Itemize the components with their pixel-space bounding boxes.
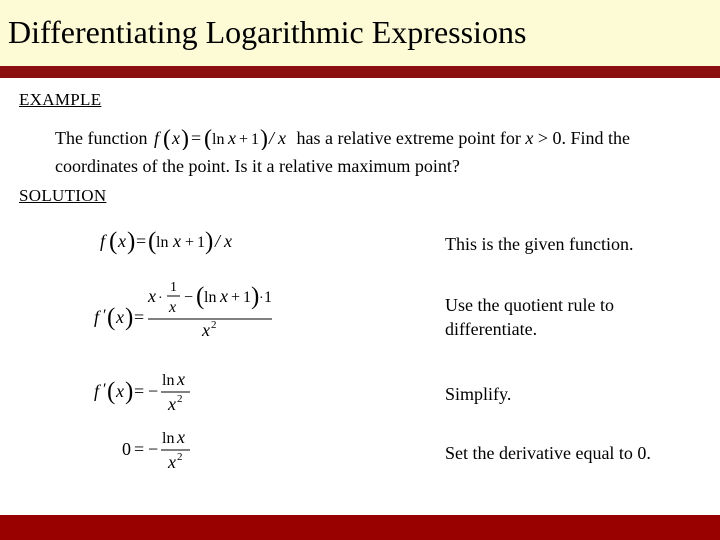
example-label: EXAMPLE xyxy=(19,90,102,109)
num-one: 1 xyxy=(170,280,177,295)
paren: ) xyxy=(205,228,214,255)
step4-formula xyxy=(120,428,200,474)
inline-function-formula xyxy=(152,126,292,150)
solution-label: SOLUTION xyxy=(19,186,107,205)
var-x: x xyxy=(118,231,126,251)
func-name: f xyxy=(94,381,100,401)
exponent-two: 2 xyxy=(177,393,183,405)
var-x: x xyxy=(224,231,232,251)
paren: ( xyxy=(107,378,116,405)
var-x: x xyxy=(173,231,181,251)
condition-variable: x xyxy=(525,128,534,148)
ln-operator: ln xyxy=(162,430,175,447)
plus-sign: + xyxy=(185,234,195,251)
equals-sign: = xyxy=(190,128,202,148)
num-one: 1 xyxy=(197,234,205,251)
func-name: f xyxy=(153,128,159,148)
dot-operator: · xyxy=(259,291,264,306)
step3-formula xyxy=(92,370,202,416)
ln-operator: ln xyxy=(156,234,169,251)
step1-description: This is the given function. xyxy=(445,234,634,254)
equals-sign: = xyxy=(134,439,145,459)
var-x: x xyxy=(116,381,124,401)
step3-description: Simplify. xyxy=(445,384,512,404)
equals-sign: = xyxy=(134,307,145,327)
paren: ( xyxy=(162,126,171,150)
step2-formula xyxy=(92,276,282,342)
footer-bar xyxy=(0,515,720,540)
step1-formula xyxy=(98,226,238,256)
paren: ) xyxy=(251,283,260,310)
var-x: x xyxy=(177,427,185,447)
paren: ) xyxy=(125,378,134,405)
example-text-after: has a relative extreme point for xyxy=(291,128,526,148)
dot-operator: · xyxy=(158,291,163,306)
var-x: x xyxy=(116,307,124,327)
paren: ( xyxy=(203,126,212,150)
title-divider xyxy=(0,66,720,78)
ln-operator: ln xyxy=(162,372,175,389)
func-name: f xyxy=(94,307,100,327)
prime-mark: ′ xyxy=(103,381,107,398)
var-x: x xyxy=(177,369,185,389)
paren: ( xyxy=(107,304,116,331)
paren: ( xyxy=(148,228,157,255)
step2-description: Use the quotient rule to differentiate. xyxy=(445,295,614,339)
var-x: x xyxy=(169,299,177,316)
plus-sign: + xyxy=(231,289,241,306)
paren: ( xyxy=(196,283,205,310)
slash: / xyxy=(268,128,274,148)
var-x: x xyxy=(202,320,210,340)
var-x: x xyxy=(171,128,180,148)
prime-mark: ′ xyxy=(103,307,107,324)
num-zero: 0 xyxy=(122,439,131,459)
paren: ) xyxy=(259,126,268,150)
minus-sign: − xyxy=(184,289,194,306)
slash: / xyxy=(215,231,221,251)
exponent-two: 2 xyxy=(211,319,217,331)
step4-description: Set the derivative equal to 0. xyxy=(445,443,651,463)
plus-sign: + xyxy=(238,131,249,148)
var-x: x xyxy=(220,286,228,306)
num-one: 1 xyxy=(250,131,259,148)
ln-operator: ln xyxy=(211,131,225,148)
var-x: x xyxy=(168,452,176,472)
example-text xyxy=(55,124,695,180)
paren: ( xyxy=(109,228,118,255)
exponent-two: 2 xyxy=(177,451,183,463)
paren: ) xyxy=(125,304,134,331)
minus-sign: − xyxy=(148,439,159,459)
var-x: x xyxy=(277,128,286,148)
minus-sign: − xyxy=(148,381,159,401)
equals-sign: = xyxy=(134,381,145,401)
example-text-before: The function xyxy=(55,128,152,148)
slide-title: Differentiating Logarithmic Expressions xyxy=(8,14,527,50)
equals-sign: = xyxy=(136,231,147,251)
paren: ) xyxy=(180,126,189,150)
var-x: x xyxy=(148,286,156,306)
num-one: 1 xyxy=(243,289,251,306)
paren: ) xyxy=(127,228,136,255)
title-bar xyxy=(0,0,720,66)
func-name: f xyxy=(100,231,106,251)
num-one: 1 xyxy=(264,289,272,306)
example-text-rest: > 0. Find the coordinates of the point. Is it a relative maximum point? xyxy=(55,128,631,176)
var-x: x xyxy=(168,394,176,414)
ln-operator: ln xyxy=(204,289,217,306)
var-x: x xyxy=(227,128,236,148)
